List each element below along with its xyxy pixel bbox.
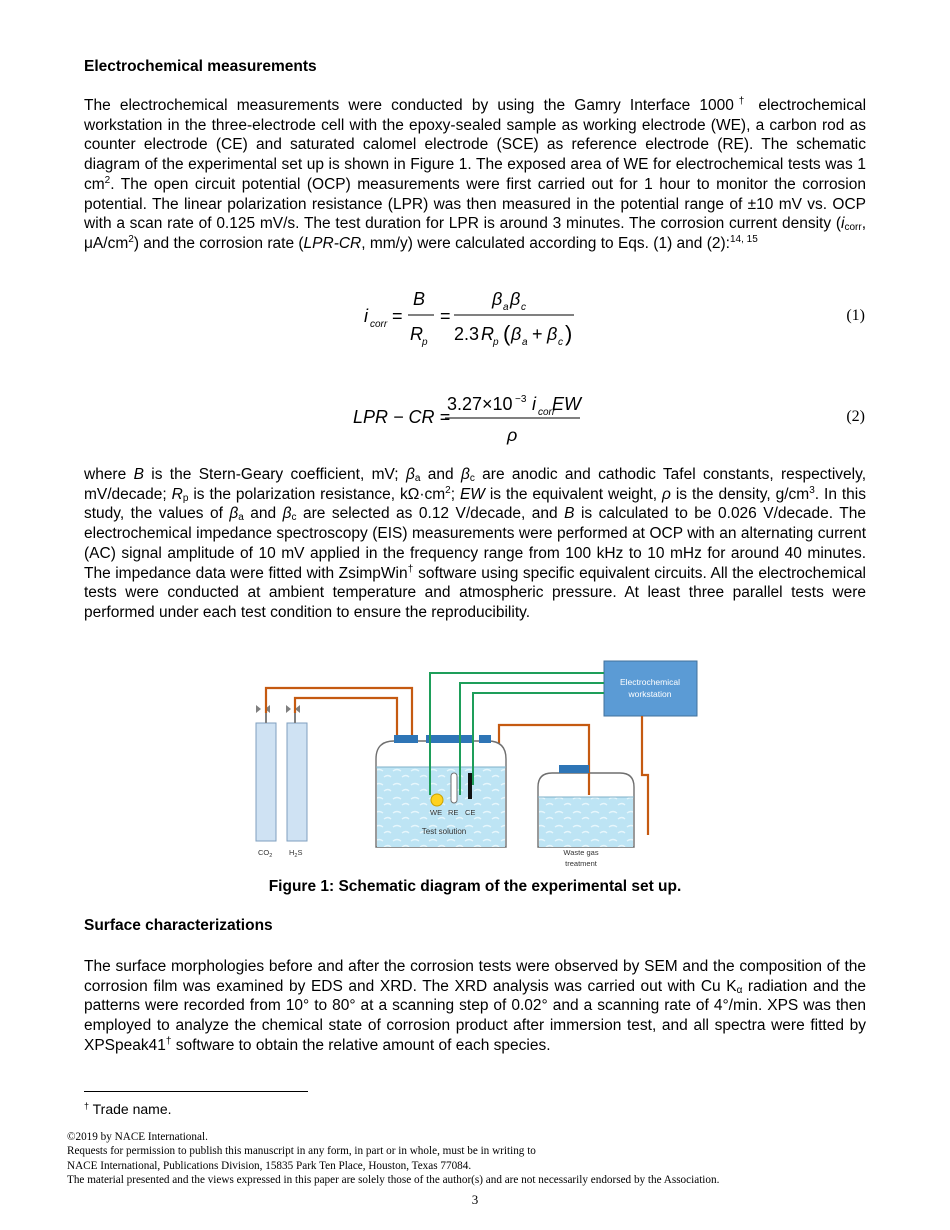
- svg-text:2.3: 2.3: [454, 324, 480, 344]
- svg-text:−3: −3: [515, 394, 527, 405]
- svg-text:R: R: [481, 324, 494, 344]
- equation-1-number: (1): [846, 307, 865, 324]
- page-number: 3: [471, 1192, 479, 1207]
- svg-text:β: β: [492, 289, 503, 309]
- svg-text:R: R: [410, 324, 423, 344]
- svg-text:+: +: [532, 324, 543, 344]
- h2s-cylinder: [287, 723, 307, 841]
- svg-text:p: p: [422, 337, 428, 348]
- co2-cylinder: [256, 723, 276, 841]
- svg-text:CO2: $CO_2$: [258, 848, 273, 859]
- svg-text:LPR − CR =: LPR − CR =: [353, 407, 451, 427]
- svg-text:i: i: [532, 394, 536, 414]
- svg-text:=: =: [440, 306, 451, 326]
- equation-2: [350, 392, 600, 450]
- svg-text:): ): [565, 321, 573, 346]
- svg-text:Electrochemical: Electrochemical: [620, 677, 680, 687]
- equation-1: [350, 285, 590, 349]
- svg-text:WE: WE: [430, 808, 443, 817]
- svg-text:c: c: [521, 302, 526, 313]
- equation-2-number: (2): [846, 408, 865, 425]
- svg-text:CE: CE: [465, 808, 476, 817]
- svg-text:(: (: [503, 321, 511, 346]
- svg-text:Waste gas: Waste gas: [563, 848, 599, 857]
- figure-1-caption: Figure 1: Schematic diagram of the experimental set up.: [268, 878, 682, 895]
- svg-text:i: i: [364, 306, 368, 326]
- svg-text:H2S: $H_2S$: [289, 848, 303, 859]
- svg-text:B: B: [413, 289, 426, 309]
- svg-text:corr: corr: [538, 407, 556, 418]
- svg-text:=: =: [392, 306, 403, 326]
- svg-text:β: β: [547, 324, 558, 344]
- paragraph-surface: The surface morphologies before and after the corrosion tests were observed by SEM and the composition of the corrosion film was examined by EDS and XRD. The XRD analysis was carried out with Cu $K_\alpha$ radiation and the patterns were recorded from 10° to 80° at a scanning step of 0.02° and a scanning rate of 4°/min. XPS was then employed to analyze the chemical state of corrosion product after immersion test, and all spectra were fitted by XPSpeak41† software to obtain the relative amount of each species.: [84, 958, 866, 1054]
- svg-text:a: a: [522, 337, 528, 348]
- svg-text:Test solution: Test solution: [421, 827, 467, 836]
- svg-text:corr: corr: [370, 319, 388, 330]
- svg-text:β: β: [510, 289, 521, 309]
- section-heading-electrochemical: Electrochemical measurements: [84, 58, 317, 75]
- svg-text:3.27×10: 3.27×10: [447, 394, 513, 414]
- svg-text:a: a: [503, 302, 509, 313]
- paragraph-methods: The electrochemical measurements were conducted by using the Gamry Interface 1000† electrochemical workstation in the three-electrode cell with the epoxy-sealed sample as working electrode (WE), a carbon rod as counter electrode (CE) and saturated calomel electrode (SCE) as reference electrode (RE). The schematic diagram of the experimental set up is shown in Figure 1. The exposed area of WE for electrochemical tests was 1 $cm^2$. The open circuit potential (OCP) measurements were first carried out for 1 hour to monitor the corrosion potential. The linear polarization resistance (LPR) was then measured in the potential range of ±10 mV vs. OCP with a scan rate of 0.125 mV/s. The test duration for LPR is around 3 minutes. The corrosion current density ($i_{corr}$, $\mu A/cm^2$) and the corrosion rate (LPR-CR, mm/y) were calculated according to Eqs. (1) and (2):$^{14, 15}$: [84, 96, 867, 252]
- svg-text:EW: EW: [552, 394, 581, 414]
- copyright-block: ©2019 by NACE International. Requests for permission to publish this manuscript in any form, in part or in whole, must be in writing to NACE International, Publications Division, 15835 Park Ten Place, Houston, Texas 77084. The material presented and the views expressed in this paper are solely those of the author(s) and are not necessarily endorsed by the Association.: [67, 1131, 720, 1186]
- svg-text:workstation: workstation: [628, 689, 672, 699]
- svg-text:treatment: treatment: [565, 859, 597, 868]
- svg-text:ρ: ρ: [507, 425, 518, 445]
- footnote: † Trade name.: [84, 1101, 172, 1117]
- svg-text:c: c: [558, 337, 563, 348]
- svg-text:RE: RE: [448, 808, 459, 817]
- footnote-separator: [84, 1091, 308, 1092]
- section-heading-surface: Surface characterizations: [84, 917, 273, 934]
- svg-text:β: β: [511, 324, 522, 344]
- svg-text:p: p: [493, 337, 499, 348]
- figure-1-schematic: [248, 655, 708, 873]
- paragraph-definitions: where B is the Stern-Geary coefficient, mV; $\beta_a$ and $\beta_c$ are anodic and cathodic Tafel constants, respectively, mV/decade; $R_p$ is the polarization resistance, $k\Omega\cdot cm^2$; EW is the equivalent weight, ρ is the density, $g/cm^3$. In this study, the values of $\beta_a$ and $\beta_c$ are selected as 0.12 V/decade, and B is calculated to be 0.026 V/decade. The electrochemical impedance spectroscopy (EIS) measurements were performed at OCP with an alternating current (AC) signal amplitude of 10 mV applied in the frequency range from 100 kHz to 10 mHz for around 40 minutes. The impedance data were fitted with ZsimpWin† software using specific equivalent circuits. All the electrochemical tests were conducted at ambient temperature and atmospheric pressure. At least three parallel tests were performed under each test condition to ensure the reproducibility.: [84, 466, 867, 621]
